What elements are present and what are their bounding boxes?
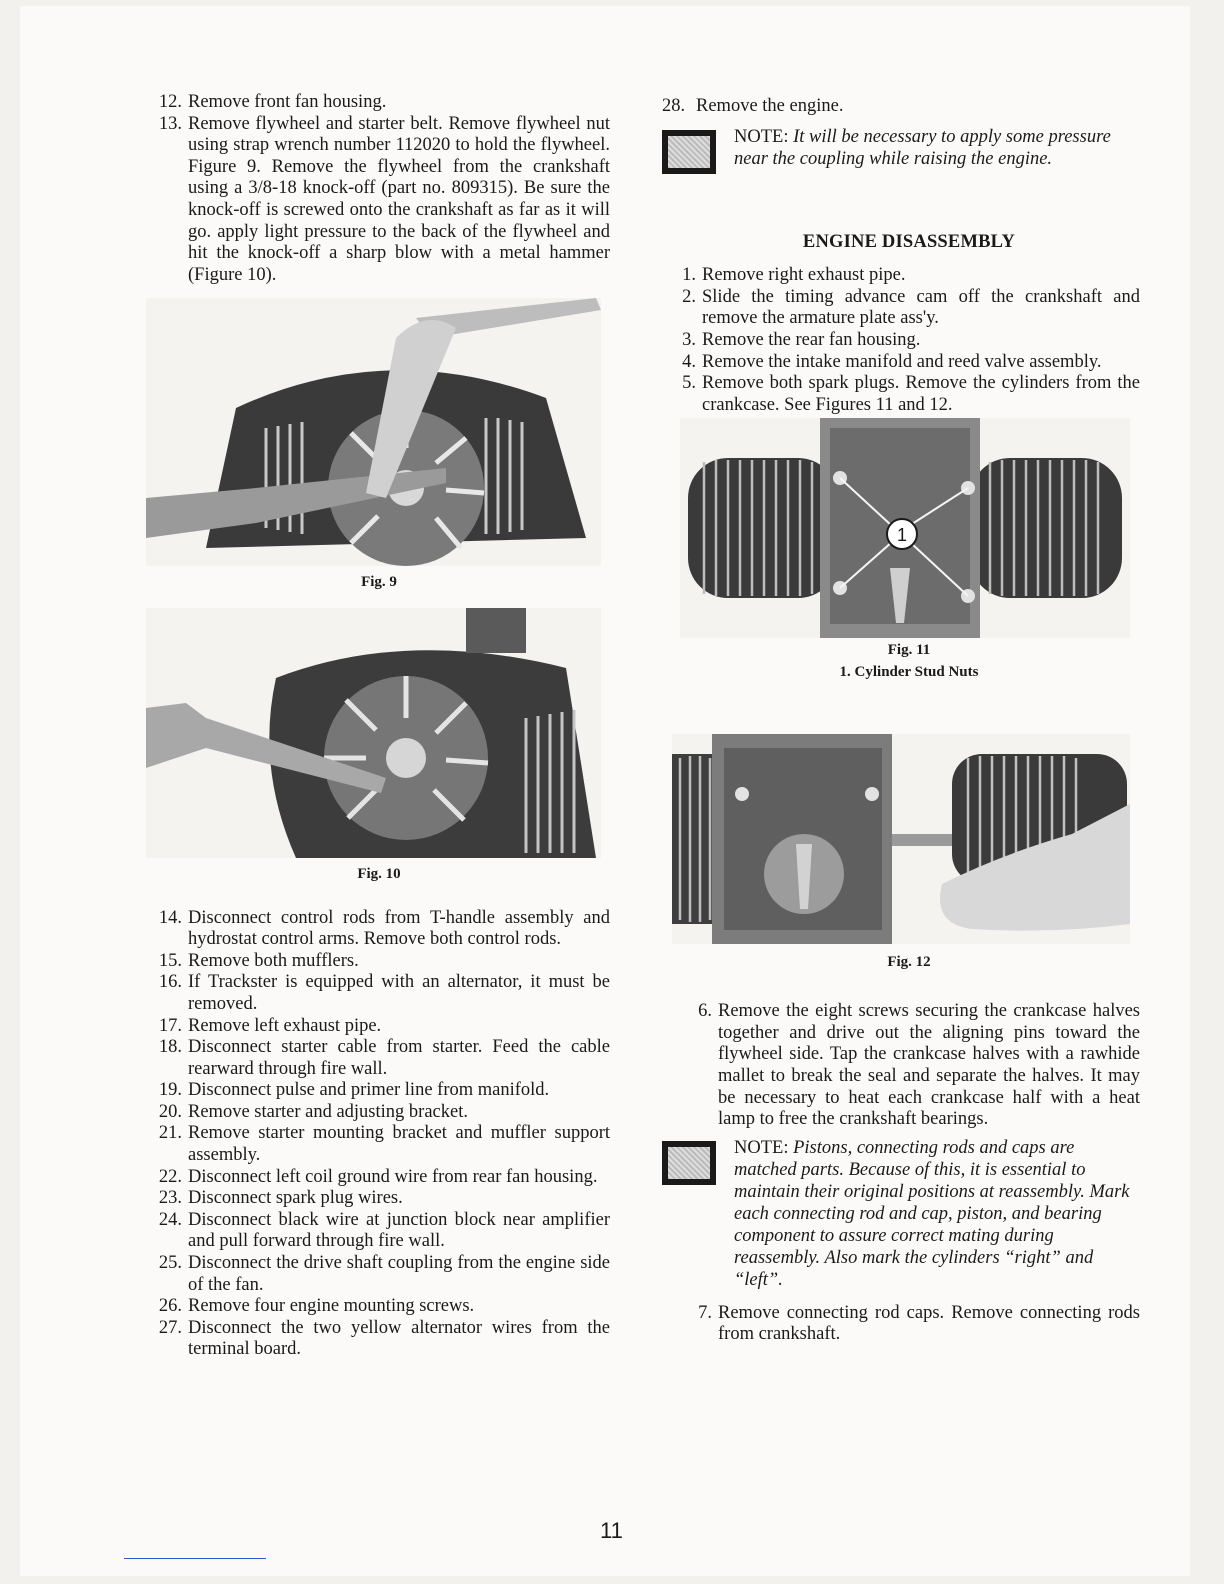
step-text: Remove front fan housing. xyxy=(188,92,387,112)
left-column xyxy=(148,92,610,1361)
step-text: Remove the engine. xyxy=(696,96,844,116)
step-number: 2. xyxy=(682,286,696,307)
step-number: 23. xyxy=(158,1188,182,1209)
list-item xyxy=(148,951,610,973)
step-text: Remove flywheel and starter belt. Remove flywheel nut using strap wrench number 112020 to hold the flywheel. Figure 9. Remove the flywheel from the crankshaft using a 3/8-18 knock-off (part no. 809315). Be sure the knock-off is screwed onto the crankshaft as far as it will go. apply light pressure to the back of the flywheel and hit the knock-off a sharp blow with a metal hammer (Figure 10). xyxy=(188,113,610,285)
fig11-caption: Fig. 11 xyxy=(887,642,931,659)
step-text: Remove both mufflers. xyxy=(188,950,359,971)
page-number: 11 xyxy=(600,1518,623,1543)
list-item xyxy=(148,1167,610,1189)
section-heading: ENGINE DISASSEMBLY xyxy=(802,231,1016,252)
step-number: 6. xyxy=(698,1001,712,1022)
step-number: 1. xyxy=(682,265,696,286)
step-text: Remove the eight screws securing the crankcase halves together and drive out the aligning pins toward the flywheel side. Tap the crankcase halves with a rawhide mallet to break the seal and separate the halves. It may be necessary to heat each crankcase half with a heat lamp to free the crankshaft bearings. xyxy=(718,1001,1140,1130)
step-number: 22. xyxy=(158,1166,182,1187)
list-item xyxy=(148,1080,610,1102)
list-item xyxy=(148,1037,610,1080)
fig11-legend: 1. Cylinder Stud Nuts xyxy=(839,663,979,680)
divider xyxy=(124,1558,266,1559)
step-number: 28. xyxy=(662,96,686,116)
note-body: It will be necessary to apply some pressure near the coupling while raising the engine. xyxy=(734,126,1111,169)
note-1 xyxy=(662,126,1140,174)
step-text: Remove starter and adjusting bracket. xyxy=(188,1101,468,1122)
step-number: 20. xyxy=(158,1101,182,1122)
fig12-caption: Fig. 12 xyxy=(887,953,931,970)
step-number: 12. xyxy=(158,92,182,112)
step-number: 7. xyxy=(698,1302,712,1323)
list-item xyxy=(148,1123,610,1166)
step-text: Remove both spark plugs. Remove the cylinders from the crankcase. See Figures 11 and 12. xyxy=(702,373,1140,415)
note-label: NOTE: xyxy=(734,126,789,147)
step-list-top xyxy=(148,92,610,286)
step-text: Remove right exhaust pipe. xyxy=(702,265,906,286)
list-item xyxy=(148,1296,610,1318)
step-number: 16. xyxy=(158,972,182,993)
step-text: If Trackster is equipped with an alternator, it must be removed. xyxy=(188,972,610,1014)
fig9-caption: Fig. 9 xyxy=(361,574,397,591)
step-text: Remove connecting rod caps. Remove connecting rods from crankshaft. xyxy=(718,1302,1140,1345)
list-item xyxy=(678,1303,1140,1346)
step-text: Disconnect left coil ground wire from rear fan housing. xyxy=(188,1166,598,1187)
step-list-bottom xyxy=(148,908,610,1361)
note-body: Pistons, connecting rods and caps are matched parts. Because of this, it is essential to maintain their original positions at reassembly. Mark each connecting rod and cap, piston, and bearing component to assure correct mating during reassembly. Also mark the cylinders “right” and “left”. xyxy=(734,1137,1130,1290)
list-item xyxy=(148,1210,610,1253)
step-text: Remove the intake manifold and reed valve assembly. xyxy=(702,351,1102,372)
list-item xyxy=(148,972,610,1015)
note-2-text xyxy=(734,1137,1140,1291)
step-number: 27. xyxy=(158,1317,182,1338)
step-text: Remove left exhaust pipe. xyxy=(188,1015,382,1036)
figure-11 xyxy=(678,418,1140,683)
step-list-c xyxy=(678,1303,1140,1346)
fig10-photo xyxy=(146,608,601,858)
step-28 xyxy=(662,96,1140,118)
step-number: 19. xyxy=(158,1080,182,1101)
step-text: Disconnect pulse and primer line from manifold. xyxy=(188,1080,550,1101)
list-item xyxy=(148,1188,610,1210)
fig10-caption: Fig. 10 xyxy=(357,865,401,882)
list-item xyxy=(662,330,1140,352)
step-number: 17. xyxy=(158,1015,182,1036)
note-2 xyxy=(662,1137,1140,1291)
list-item xyxy=(148,1016,610,1038)
step-number: 3. xyxy=(682,329,696,350)
step-number: 15. xyxy=(158,950,182,971)
note-icon xyxy=(662,1141,716,1185)
step-number: 21. xyxy=(158,1123,182,1144)
figure-12 xyxy=(678,734,1140,974)
list-item xyxy=(148,1318,610,1361)
note-label: NOTE: xyxy=(734,1137,789,1158)
step-number: 13. xyxy=(158,113,182,134)
list-item xyxy=(662,96,1140,118)
step-text: Remove the rear fan housing. xyxy=(702,329,921,350)
list-item xyxy=(662,265,1140,287)
step-number: 24. xyxy=(158,1209,182,1230)
list-item xyxy=(148,1102,610,1124)
step-number: 18. xyxy=(158,1037,182,1058)
list-item xyxy=(148,92,610,114)
step-number: 4. xyxy=(682,351,696,372)
step-text: Disconnect the drive shaft coupling from the engine side of the fan. xyxy=(188,1253,610,1295)
figure-9 xyxy=(148,298,610,594)
step-number: 26. xyxy=(158,1296,182,1317)
list-item xyxy=(662,373,1140,416)
step-number: 25. xyxy=(158,1253,182,1274)
step-text: Slide the timing advance cam off the crankshaft and remove the armature plate ass'y. xyxy=(702,286,1140,329)
step-list-b xyxy=(678,1001,1140,1131)
step-text: Disconnect control rods from T-handle assembly and hydrostat control arms. Remove both control rods. xyxy=(188,907,610,950)
step-number: 14. xyxy=(158,907,182,928)
fig12-photo xyxy=(672,734,1130,944)
figure-10 xyxy=(148,608,610,886)
right-column xyxy=(662,96,1140,1346)
list-item xyxy=(148,1253,610,1296)
note-icon xyxy=(662,130,716,174)
step-text: Disconnect black wire at junction block near amplifier and pull forward through fire wall. xyxy=(188,1209,610,1252)
list-item xyxy=(662,287,1140,330)
note-1-text xyxy=(734,126,1140,170)
step-text: Disconnect the two yellow alternator wires from the terminal board. xyxy=(188,1317,610,1360)
list-item xyxy=(148,114,610,287)
list-item xyxy=(148,908,610,951)
step-list-a xyxy=(662,265,1140,416)
step-text: Remove starter mounting bracket and muffler support assembly. xyxy=(188,1123,610,1166)
fig11-callout: 1 xyxy=(896,525,908,546)
step-text: Disconnect starter cable from starter. Feed the cable rearward through fire wall. xyxy=(188,1037,610,1079)
step-number: 5. xyxy=(682,373,696,394)
fig9-photo xyxy=(146,298,601,566)
list-item xyxy=(662,352,1140,374)
fig11-photo xyxy=(680,418,1130,638)
step-text: Remove four engine mounting screws. xyxy=(188,1296,475,1317)
list-item xyxy=(678,1001,1140,1131)
step-text: Disconnect spark plug wires. xyxy=(188,1188,403,1209)
